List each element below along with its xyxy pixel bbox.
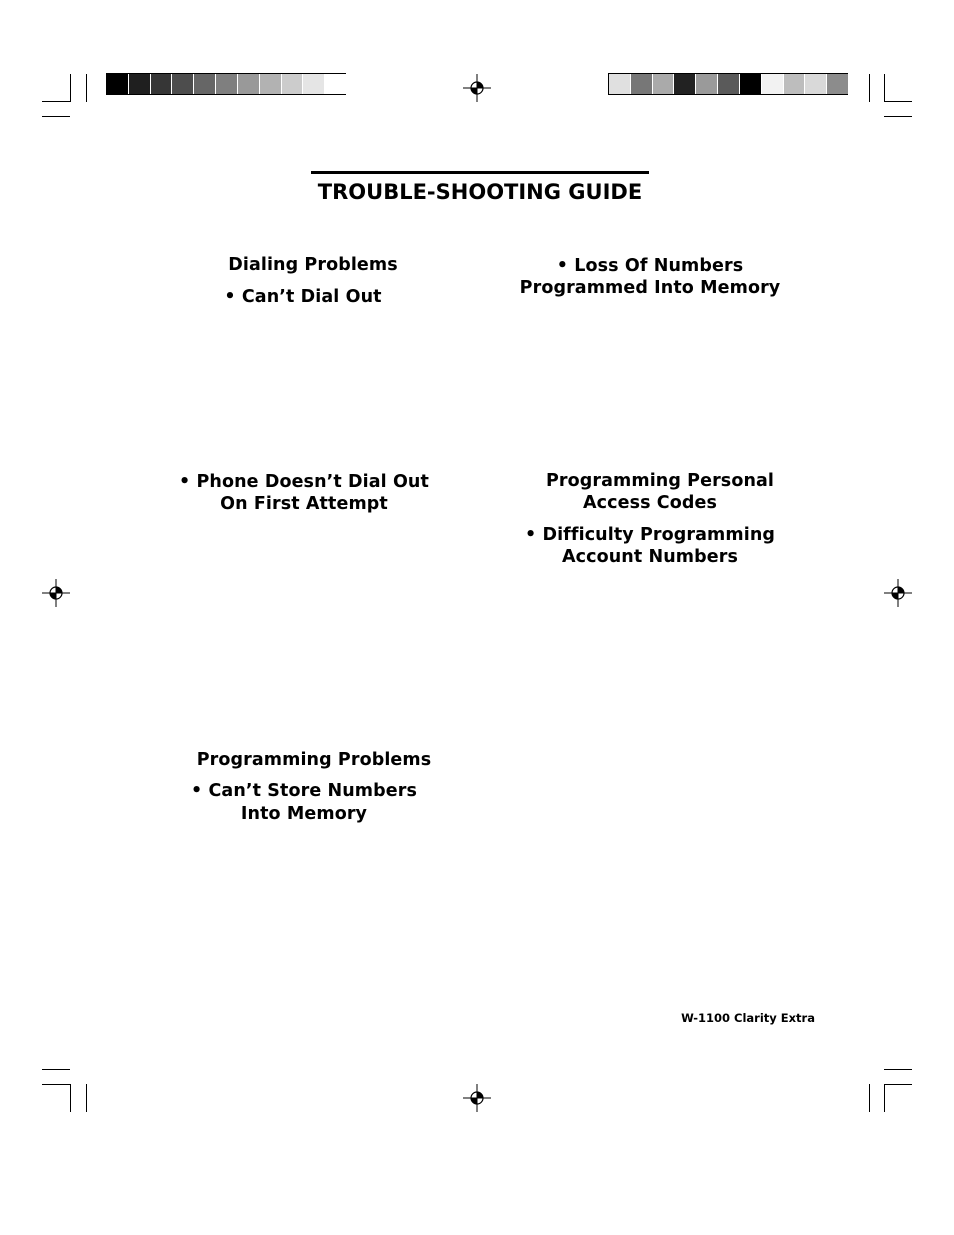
access-codes-heading-line1: Programming Personal	[545, 471, 775, 491]
account-numbers-item-line1: • Difficulty Programming	[524, 525, 776, 545]
color-swatch	[609, 74, 630, 94]
color-swatch	[784, 74, 805, 94]
color-swatch	[631, 74, 652, 94]
access-codes-heading-line2: Access Codes	[583, 493, 717, 513]
memory-loss-item-line2: Programmed Into Memory	[519, 278, 781, 298]
color-swatch	[303, 74, 324, 94]
color-swatch	[260, 74, 281, 94]
color-swatch	[805, 74, 826, 94]
dialing-problems-heading: Dialing Problems	[228, 255, 398, 275]
color-swatch	[674, 74, 695, 94]
first-attempt-item-line2: On First Attempt	[220, 494, 388, 514]
color-swatch	[107, 74, 128, 94]
color-swatch	[325, 74, 346, 94]
color-swatch	[151, 74, 172, 94]
title-rule	[311, 171, 649, 174]
first-attempt-item-line1: • Phone Doesn’t Dial Out	[179, 472, 429, 492]
cant-store-item-line2: Into Memory	[240, 804, 368, 824]
color-swatch	[762, 74, 783, 94]
page-title: TROUBLE-SHOOTING GUIDE	[317, 180, 643, 204]
cant-store-item-line1: • Can’t Store Numbers	[191, 781, 417, 801]
color-swatch	[172, 74, 193, 94]
color-swatch	[653, 74, 674, 94]
registration-mark-icon	[463, 74, 491, 102]
registration-mark-icon	[463, 1084, 491, 1112]
color-swatch	[696, 74, 717, 94]
registration-mark-icon	[42, 579, 70, 607]
account-numbers-item-line2: Account Numbers	[562, 547, 738, 567]
model-footer: W-1100 Clarity Extra	[681, 1011, 815, 1025]
color-swatch	[827, 74, 848, 94]
cant-dial-out-item: • Can’t Dial Out	[224, 287, 382, 307]
registration-mark-icon	[884, 579, 912, 607]
color-swatch	[238, 74, 259, 94]
color-swatch	[216, 74, 237, 94]
color-swatch	[129, 74, 150, 94]
programming-problems-heading: Programming Problems	[196, 750, 432, 770]
color-swatch	[282, 74, 303, 94]
memory-loss-item-line1: • Loss Of Numbers	[556, 256, 744, 276]
color-swatch	[718, 74, 739, 94]
color-swatch	[194, 74, 215, 94]
color-swatch	[740, 74, 761, 94]
